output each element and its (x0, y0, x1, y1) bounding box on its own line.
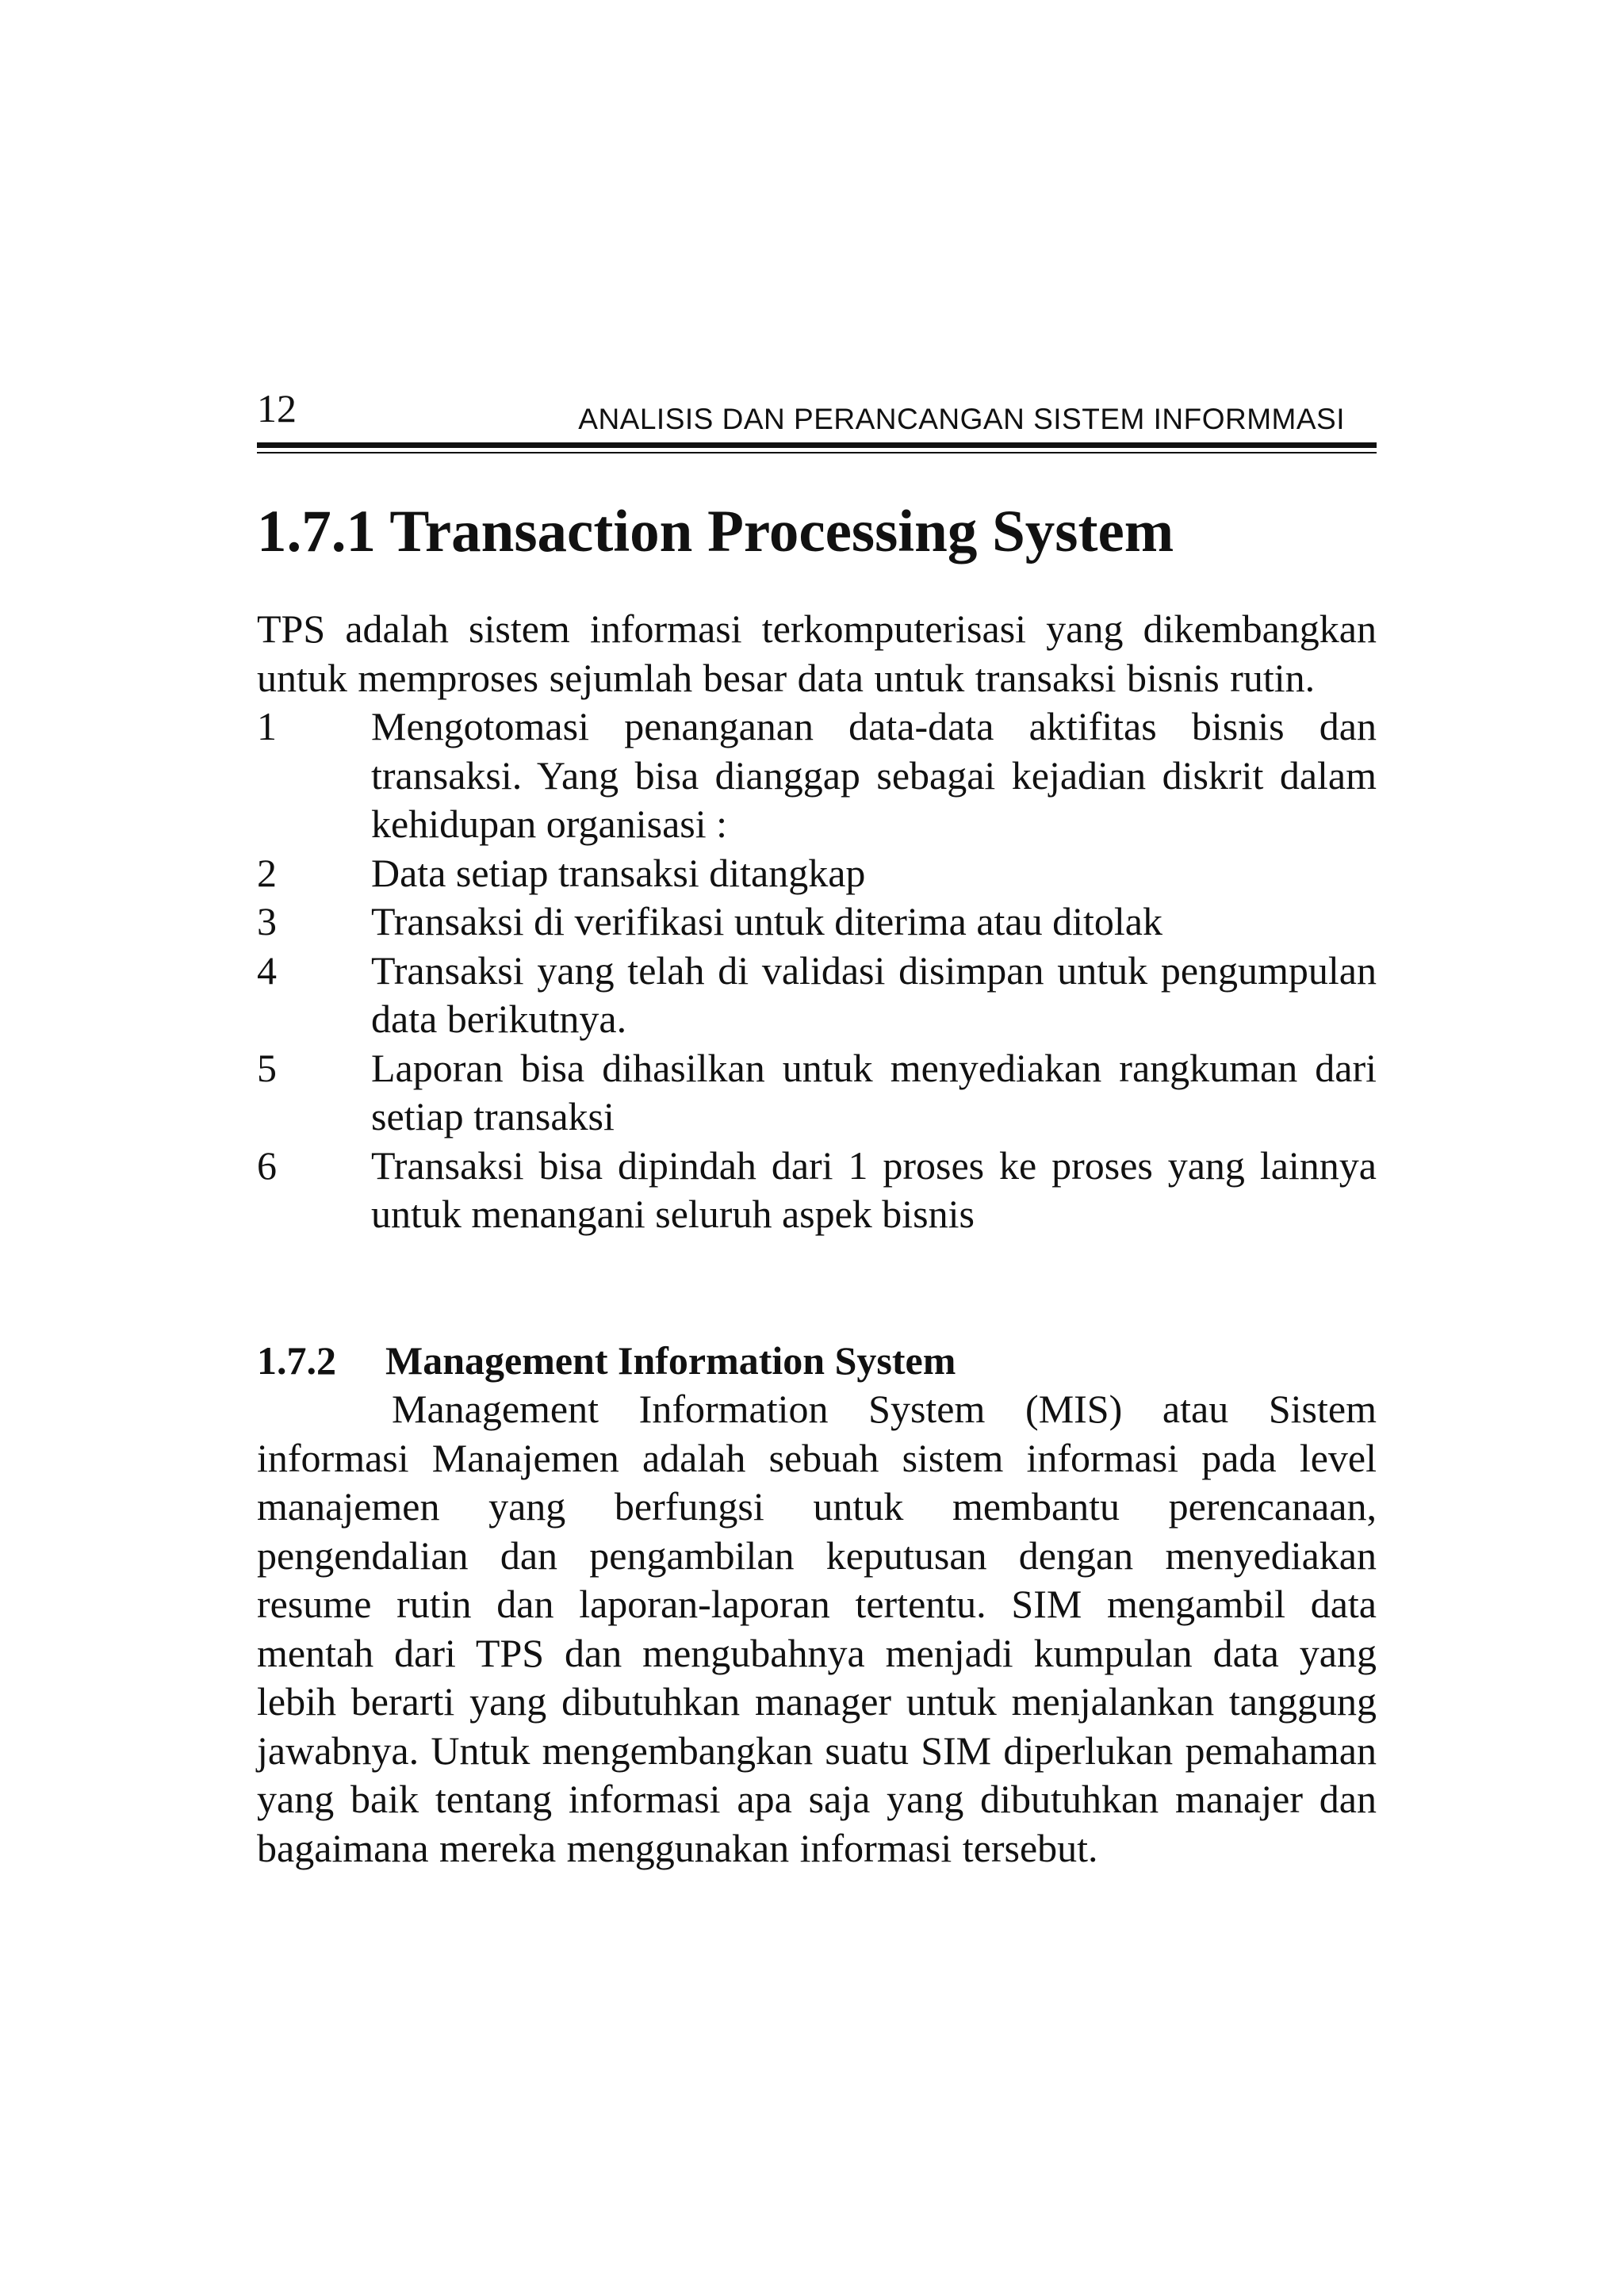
list-item-number: 2 (257, 850, 277, 895)
page-header (257, 382, 1377, 453)
list-item (257, 849, 1377, 898)
list-item (257, 947, 1377, 1044)
tps-numbered-list (257, 702, 1377, 1239)
header-rule-thick (257, 442, 1377, 448)
page-number: 12 (257, 386, 297, 430)
spacer (257, 1239, 1377, 1337)
section-title: Management Information System (385, 1337, 956, 1383)
list-item-text: Transaksi bisa dipindah dari 1 proses ke proses yang lainnya untuk menangani seluruh aspek bisnis (371, 1142, 1377, 1236)
list-item-text: Mengotomasi penanganan data-data aktifitas bisnis dan transaksi. Yang bisa dianggap sebagai kejadian diskrit dalam kehidupan organisasi : (371, 704, 1377, 846)
list-item-text: Transaksi yang telah di validasi disimpan untuk pengumpulan data berikutnya. (371, 947, 1377, 1041)
list-item (257, 702, 1377, 849)
list-item (257, 1044, 1377, 1142)
list-item-text: Data setiap transaksi ditangkap (371, 850, 866, 895)
list-item-number: 5 (257, 1045, 277, 1090)
list-item (257, 1142, 1377, 1239)
list-item-number: 4 (257, 947, 277, 993)
section-number: 1.7.2 (257, 1337, 336, 1383)
mis-body-paragraph: Management Information System (MIS) atau Sistem informasi Manajemen adalah sebuah sistem informasi pada level manajemen yang berfungsi untuk membantu perencanaan, pengendalian dan pengambilan keputusan dengan menyediakan resume rutin dan laporan-laporan tertentu. SIM mengambil data mentah dari TPS dan mengubahnya menjadi kumpulan data yang lebih berarti yang dibutuhkan manager untuk menjalankan tanggung jawabnya. Untuk mengembangkan suatu SIM diperlukan pemahaman yang baik tentang informasi apa saja yang dibutuhkan manajer dan bagaimana mereka menggunakan informasi tersebut. (257, 1387, 1377, 1870)
list-item-text: Transaksi di verifikasi untuk diterima atau ditolak (371, 899, 1162, 943)
list-item-number: 1 (257, 704, 277, 748)
list-item-text: Laporan bisa dihasilkan untuk menyediakan rangkuman dari setiap transaksi (371, 1045, 1377, 1138)
section-heading-tps: 1.7.1 Transaction Processing System (257, 499, 1174, 564)
header-rule-thin (257, 452, 1377, 453)
section-heading-mis (257, 1337, 1377, 1386)
tps-intro-paragraph: TPS adalah sistem informasi terkomputerisasi yang dikembangkan untuk memproses sejumlah besar data untuk transaksi bisnis rutin. (257, 607, 1377, 700)
list-item-number: 6 (257, 1142, 277, 1188)
running-title: ANALISIS DAN PERANCANGAN SISTEM INFORMMASI (578, 403, 1345, 435)
page-content (257, 499, 1377, 1873)
list-item (257, 897, 1377, 947)
list-item-number: 3 (257, 899, 277, 943)
